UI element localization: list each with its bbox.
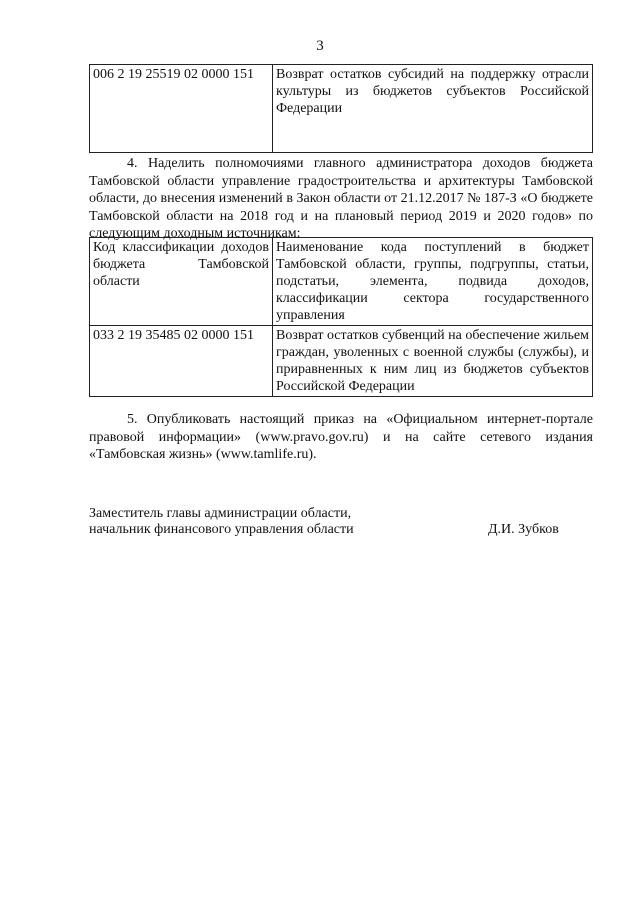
signatory-position-line2: начальник финансового управления области	[89, 522, 354, 537]
revenue-sources-table	[89, 237, 593, 397]
revenue-code-cell: 033 2 19 35485 02 0000 151	[90, 326, 273, 397]
header-code-cell: Код классификации доходов бюджета Тамбовской области	[90, 238, 273, 326]
revenue-name-cell: Возврат остатков субсидий на поддержку отрасли культуры из бюджетов субъектов Российской Федерации	[273, 65, 593, 153]
page-number: 3	[316, 38, 324, 54]
paragraph-4	[89, 155, 593, 243]
revenue-name-cell: Возврат остатков субвенций на обеспечение жильем граждан, уволенных с военной службы (службы), и приравненных к ним лиц из бюджетов субъектов Российской Федерации	[273, 326, 593, 397]
table-row	[90, 65, 593, 153]
table-row	[90, 326, 593, 397]
header-name-cell: Наименование кода поступлений в бюджет Тамбовской области, группы, подгруппы, статьи, подстатьи, элемента, подвида доходов, классификации сектора государственного управления	[273, 238, 593, 326]
table-header-row	[90, 238, 593, 326]
paragraph-5-text: 5. Опубликовать настоящий приказ на «Официальном интернет-портале правовой информации» (www.pravo.gov.ru) и на сайте сетевого издания «Тамбовская жизнь» (www.tamlife.ru).	[89, 412, 593, 463]
signatory-position-line1: Заместитель главы администрации области,	[89, 506, 352, 521]
paragraph-4-text: 4. Наделить полномочиями главного администратора доходов бюджета Тамбовской области управление градостроительства и архитектуры Тамбовской области, до внесения изменений в Закон области от 21.12.2017 № 187-З «О бюджете Тамбовской области на 2018 год и на плановый период 2019 и 2020 годов» по следующим доходным источникам:	[89, 156, 593, 242]
signatory-name: Д.И. Зубков	[488, 522, 559, 537]
revenue-table-top	[89, 64, 593, 153]
paragraph-5	[89, 411, 593, 464]
revenue-code-cell: 006 2 19 25519 02 0000 151	[90, 65, 273, 153]
